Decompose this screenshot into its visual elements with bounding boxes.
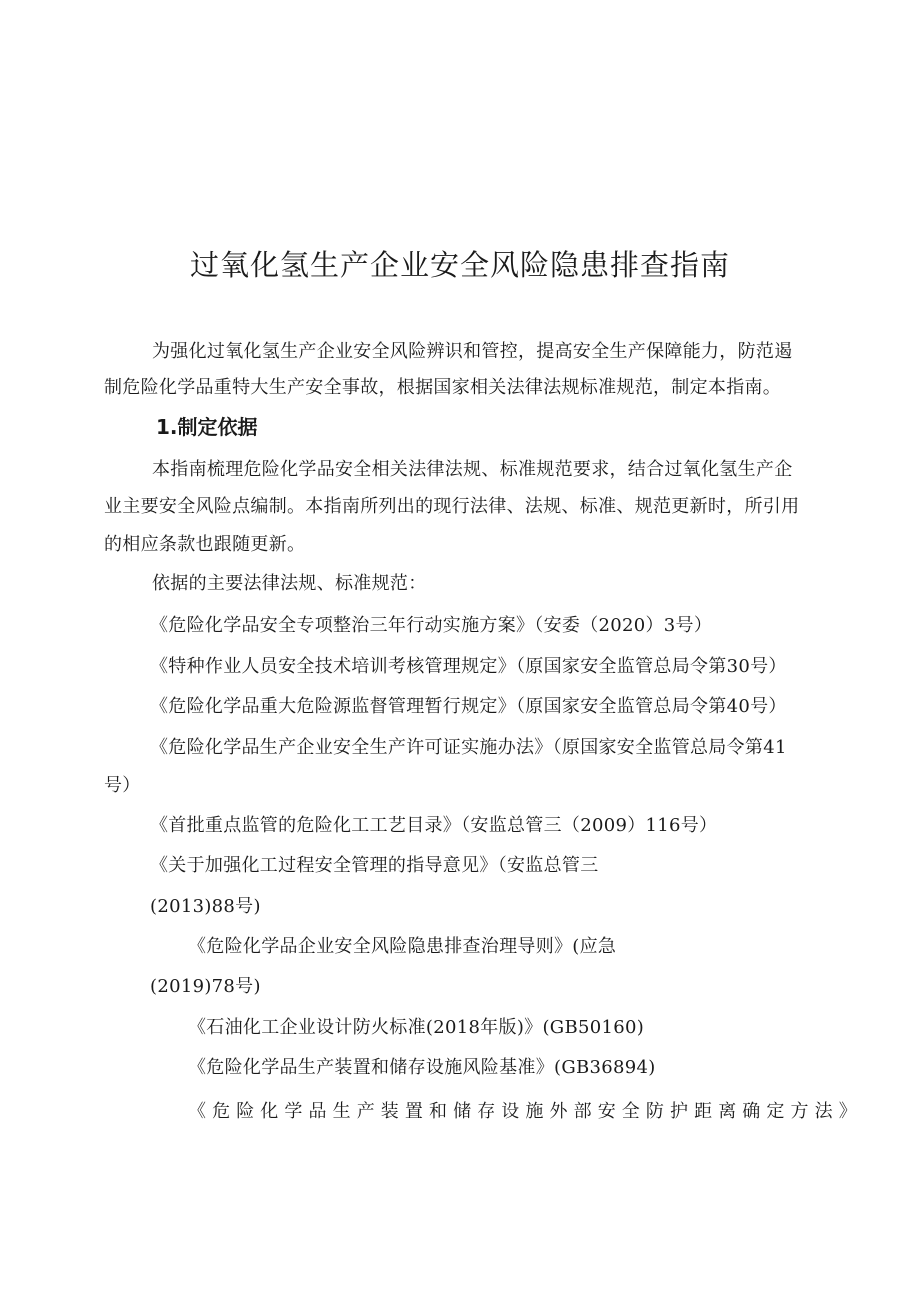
para-line-3: 的相应条款也跟随更新。 <box>104 534 306 555</box>
basis-intro: 依据的主要法律法规、标准规范： <box>152 573 427 594</box>
reference-item: 《危险化学品安全专项整治三年行动实施方案》（安委（2020）3号） <box>150 615 713 636</box>
para-line-1: 本指南梳理危险化学品安全相关法律法规、标准规范要求，结合过氧化氢生产企 <box>152 459 793 480</box>
reference-item: 《石油化工企业设计防火标准(2018年版)》(GB50160) <box>188 1017 645 1038</box>
reference-item: 《危险化学品企业安全风险隐患排查治理导则》(应急 <box>188 936 617 957</box>
intro-line-1: 为强化过氧化氢生产企业安全风险辨识和管控，提高安全生产保障能力，防范遏 <box>152 341 793 362</box>
document-title: 过氧化氢生产企业安全风险隐患排查指南 <box>189 248 730 282</box>
reference-item-continuation: (2013)88号) <box>150 896 261 917</box>
reference-item-continuation: 号） <box>104 775 141 796</box>
reference-item: 《危险化学品生产企业安全生产许可证实施办法》（原国家安全监管总局令第41 <box>150 737 787 758</box>
reference-item: 《危险化学品生产装置和储存设施外部安全防护距离确定方法》 <box>188 1101 863 1122</box>
intro-line-2: 制危险化学品重特大生产安全事故，根据国家相关法律法规标准规范，制定本指南。 <box>104 377 782 398</box>
reference-item: 《首批重点监管的危险化工工艺目录》（安监总管三（2009）116号） <box>150 815 718 836</box>
reference-item: 《关于加强化工过程安全管理的指导意见》（安监总管三 <box>150 855 599 876</box>
reference-item: 《特种作业人员安全技术培训考核管理规定》（原国家安全监管总局令第30号） <box>150 656 787 677</box>
section-heading: 1.制定依据 <box>156 415 258 439</box>
reference-item: 《危险化学品生产装置和储存设施风险基准》(GB36894) <box>188 1057 656 1078</box>
reference-item-continuation: (2019)78号) <box>150 976 261 997</box>
reference-item: 《危险化学品重大危险源监督管理暂行规定》（原国家安全监管总局令第40号） <box>150 696 787 717</box>
para-line-2: 业主要安全风险点编制。本指南所列出的现行法律、法规、标准、规范更新时，所引用 <box>104 496 800 517</box>
